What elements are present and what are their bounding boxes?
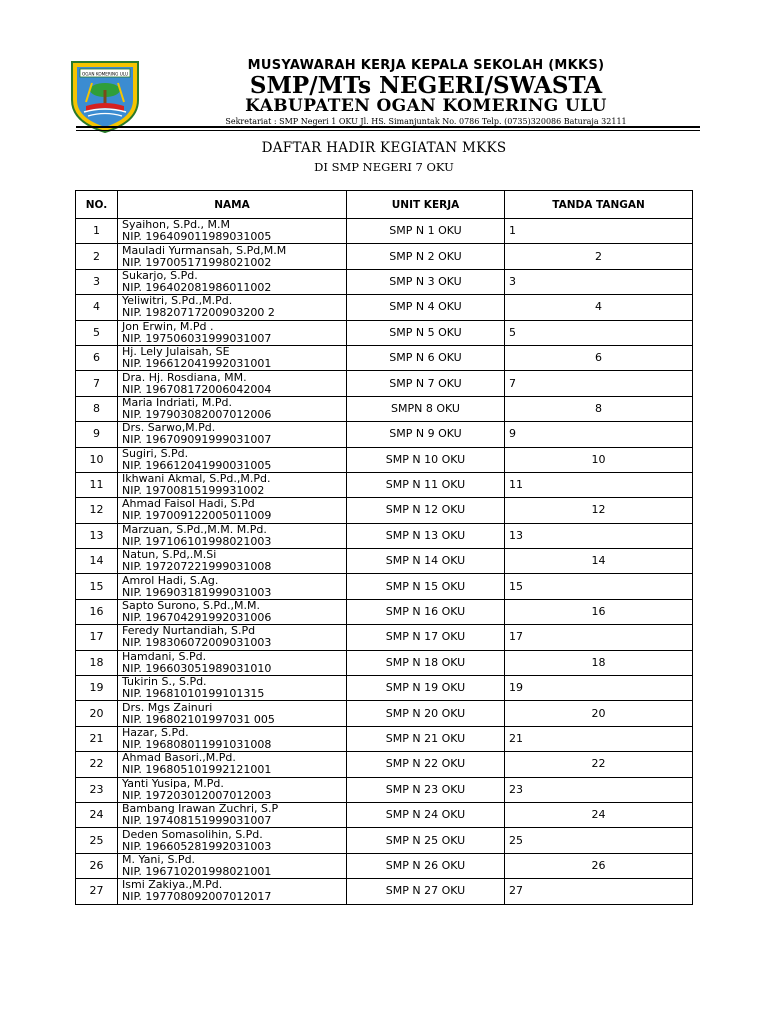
row-number: 6 [76, 345, 118, 370]
member-name: Feredy Nurtandiah, S.Pd [122, 624, 256, 638]
work-unit: SMP N 4 OKU [347, 295, 505, 320]
row-number: 17 [76, 625, 118, 650]
row-number: 27 [76, 879, 118, 904]
signature-cell[interactable]: 10 [505, 447, 693, 472]
member-nip: NIP. 197708092007012017 [122, 890, 272, 904]
work-unit: SMP N 27 OKU [347, 879, 505, 904]
member-name-cell [118, 269, 347, 294]
row-number: 23 [76, 777, 118, 802]
row-number: 15 [76, 574, 118, 599]
work-unit: SMP N 26 OKU [347, 853, 505, 878]
table-row [76, 219, 693, 244]
signature-cell[interactable]: 19 [505, 676, 693, 701]
member-name-cell [118, 295, 347, 320]
table-row [76, 574, 693, 599]
signature-cell[interactable]: 9 [505, 422, 693, 447]
work-unit: SMP N 19 OKU [347, 676, 505, 701]
org-name-line1: MUSYAWARAH KERJA KEPALA SEKOLAH (MKKS) [247, 58, 605, 73]
member-nip: NIP. 19820717200903200 2 [122, 306, 275, 320]
row-number: 21 [76, 726, 118, 751]
member-name-cell [118, 853, 347, 878]
signature-cell[interactable]: 26 [505, 853, 693, 878]
row-number: 2 [76, 244, 118, 269]
org-name-line3: KABUPATEN OGAN KOMERING ULU [245, 96, 607, 116]
member-nip: NIP. 196612041992031001 [122, 357, 272, 371]
member-nip: NIP. 197203012007012003 [122, 788, 272, 802]
row-number: 3 [76, 269, 118, 294]
member-nip: NIP. 196802101997031 005 [122, 712, 275, 726]
attendance-table [75, 190, 693, 905]
member-name: Natun, S.Pd,.M.Si [122, 548, 217, 562]
row-number: 26 [76, 853, 118, 878]
member-nip: NIP. 198306072009031003 [122, 636, 272, 650]
member-name-cell [118, 777, 347, 802]
table-row [76, 295, 693, 320]
work-unit: SMP N 18 OKU [347, 650, 505, 675]
member-nip: NIP. 196402081986011002 [122, 280, 272, 294]
member-nip: NIP. 196805101992121001 [122, 763, 272, 777]
column-header-nama: NAMA [118, 191, 347, 219]
member-name-cell [118, 371, 347, 396]
work-unit: SMP N 5 OKU [347, 320, 505, 345]
table-row [76, 549, 693, 574]
work-unit: SMP N 9 OKU [347, 422, 505, 447]
member-nip: NIP. 196603051989031010 [122, 661, 272, 675]
table-row [76, 777, 693, 802]
member-name: Sukarjo, S.Pd. [122, 269, 198, 282]
signature-cell[interactable]: 20 [505, 701, 693, 726]
header-rule-thick [76, 126, 700, 128]
table-row [76, 269, 693, 294]
member-nip: NIP. 197009122005011009 [122, 509, 272, 523]
signature-cell[interactable]: 12 [505, 498, 693, 523]
work-unit: SMP N 16 OKU [347, 599, 505, 624]
row-number: 7 [76, 371, 118, 396]
member-name: Drs. Sarwo,M.Pd. [122, 421, 216, 435]
row-number: 8 [76, 396, 118, 421]
table-row [76, 345, 693, 370]
signature-cell[interactable]: 11 [505, 472, 693, 497]
row-number: 5 [76, 320, 118, 345]
column-header-sign: TANDA TANGAN [505, 191, 693, 219]
member-name-cell [118, 549, 347, 574]
member-name: Amrol Hadi, S.Ag. [122, 573, 219, 587]
member-name: Ikhwani Akmal, S.Pd.,M.Pd. [122, 472, 271, 486]
member-name: Ahmad Basori.,M.Pd. [122, 751, 236, 765]
member-name: Jon Erwin, M.Pd . [122, 320, 214, 333]
row-number: 18 [76, 650, 118, 675]
member-name: Hamdani, S.Pd. [122, 650, 207, 663]
member-name-cell [118, 676, 347, 701]
table-row [76, 853, 693, 878]
table-row [76, 447, 693, 472]
work-unit: SMP N 23 OKU [347, 777, 505, 802]
work-unit: SMP N 15 OKU [347, 574, 505, 599]
signature-cell[interactable]: 13 [505, 523, 693, 548]
signature-cell[interactable]: 22 [505, 752, 693, 777]
member-nip: NIP. 197005171998021002 [122, 255, 272, 269]
document-subtitle: DI SMP NEGERI 7 OKU [314, 160, 454, 174]
signature-cell[interactable]: 3 [505, 269, 693, 294]
row-number: 13 [76, 523, 118, 548]
member-name: Maria Indriati, M.Pd. [122, 396, 233, 409]
member-name: Yeliwitri, S.Pd.,M.Pd. [122, 294, 233, 308]
table-row [76, 879, 693, 904]
document-title: DAFTAR HADIR KEGIATAN MKKS [261, 140, 507, 156]
table-header-row [76, 191, 693, 219]
signature-cell[interactable]: 14 [505, 549, 693, 574]
table-row [76, 625, 693, 650]
member-nip: NIP. 19700815199931002 [122, 484, 265, 498]
work-unit: SMP N 12 OKU [347, 498, 505, 523]
member-name-cell [118, 447, 347, 472]
member-nip: NIP. 197506031999031007 [122, 331, 272, 345]
work-unit: SMP N 6 OKU [347, 345, 505, 370]
table-row [76, 676, 693, 701]
member-name-cell [118, 219, 347, 244]
member-name: Dra. Hj. Rosdiana, MM. [122, 370, 247, 384]
member-name: Deden Somasolihin, S.Pd. [122, 827, 263, 841]
signature-cell[interactable]: 23 [505, 777, 693, 802]
member-name-cell [118, 599, 347, 624]
district-emblem-icon [66, 56, 144, 134]
member-nip: NIP. 197106101998021003 [122, 534, 272, 548]
row-number: 22 [76, 752, 118, 777]
row-number: 4 [76, 295, 118, 320]
signature-cell[interactable]: 8 [505, 396, 693, 421]
secretariat-address: Sekretariat : SMP Negeri 1 OKU Jl. HS. Simanjuntak No. 0786 Telp. (0735)320086 Baturaja 32111 [225, 117, 627, 126]
work-unit: SMP N 20 OKU [347, 701, 505, 726]
table-row [76, 422, 693, 447]
table-row [76, 320, 693, 345]
member-name: Mauladi Yurmansah, S.Pd,M.M [122, 243, 287, 257]
table-row [76, 701, 693, 726]
row-number: 1 [76, 219, 118, 244]
member-nip: NIP. 197903082007012006 [122, 407, 272, 421]
table-row [76, 396, 693, 421]
member-nip: NIP. 196709091999031007 [122, 433, 272, 447]
member-name: Sugiri, S.Pd. [122, 447, 189, 460]
member-name: Yanti Yusipa, M.Pd. [122, 777, 224, 790]
signature-cell[interactable]: 6 [505, 345, 693, 370]
member-nip: NIP. 196605281992031003 [122, 839, 272, 853]
row-number: 12 [76, 498, 118, 523]
member-name-cell [118, 701, 347, 726]
member-name-cell [118, 650, 347, 675]
member-name-cell [118, 422, 347, 447]
row-number: 16 [76, 599, 118, 624]
work-unit: SMP N 13 OKU [347, 523, 505, 548]
member-nip: NIP. 196409011989031005 [122, 230, 272, 244]
member-name-cell [118, 726, 347, 751]
signature-cell[interactable]: 4 [505, 295, 693, 320]
row-number: 20 [76, 701, 118, 726]
header-rule-thin [76, 130, 700, 131]
member-name-cell [118, 472, 347, 497]
member-nip: NIP. 196710201998021001 [122, 864, 272, 878]
member-nip: NIP. 196903181999031003 [122, 585, 272, 599]
member-name-cell [118, 498, 347, 523]
member-nip: NIP. 196612041990031005 [122, 458, 272, 472]
row-number: 9 [76, 422, 118, 447]
member-name-cell [118, 828, 347, 853]
member-name: Drs. Mgs Zainuri [122, 700, 213, 714]
member-nip: NIP. 196704291992031006 [122, 611, 272, 625]
signature-cell[interactable]: 15 [505, 574, 693, 599]
member-name: Ismi Zakiya.,M.Pd. [122, 878, 223, 892]
row-number: 14 [76, 549, 118, 574]
member-name-cell [118, 625, 347, 650]
member-name-cell [118, 345, 347, 370]
member-name-cell [118, 802, 347, 827]
signature-cell[interactable]: 5 [505, 320, 693, 345]
member-name-cell [118, 523, 347, 548]
work-unit: SMP N 25 OKU [347, 828, 505, 853]
signature-cell[interactable]: 27 [505, 879, 693, 904]
member-nip: NIP. 196708172006042004 [122, 382, 272, 396]
work-unit: SMP N 22 OKU [347, 752, 505, 777]
signature-cell[interactable]: 1 [505, 219, 693, 244]
signature-cell[interactable]: 17 [505, 625, 693, 650]
org-name-line2: SMP/MTs NEGERI/SWASTA [249, 72, 603, 99]
member-name: Sapto Surono, S.Pd.,M.M. [122, 599, 260, 613]
work-unit: SMPN 8 OKU [347, 396, 505, 421]
member-name-cell [118, 879, 347, 904]
table-row [76, 498, 693, 523]
member-name-cell [118, 752, 347, 777]
member-name-cell [118, 396, 347, 421]
work-unit: SMP N 1 OKU [347, 219, 505, 244]
work-unit: SMP N 3 OKU [347, 269, 505, 294]
member-nip: NIP. 196808011991031008 [122, 738, 272, 751]
member-name-cell [118, 244, 347, 269]
row-number: 19 [76, 676, 118, 701]
member-name-cell [118, 574, 347, 599]
row-number: 25 [76, 828, 118, 853]
member-nip: NIP. 197207221999031008 [122, 560, 272, 574]
work-unit: SMP N 24 OKU [347, 802, 505, 827]
table-row [76, 523, 693, 548]
signature-cell[interactable]: 2 [505, 244, 693, 269]
member-name: Marzuan, S.Pd.,M.M. M.Pd. [122, 523, 267, 536]
work-unit: SMP N 7 OKU [347, 371, 505, 396]
row-number: 10 [76, 447, 118, 472]
signature-cell[interactable]: 18 [505, 650, 693, 675]
column-header-unit: UNIT KERJA [347, 191, 505, 219]
work-unit: SMP N 10 OKU [347, 447, 505, 472]
member-name: Tukirin S., S.Pd. [122, 675, 207, 689]
work-unit: SMP N 2 OKU [347, 244, 505, 269]
work-unit: SMP N 21 OKU [347, 726, 505, 751]
work-unit: SMP N 14 OKU [347, 549, 505, 574]
member-name: Bambang Irawan Zuchri, S.P [122, 802, 279, 816]
letterhead [66, 48, 706, 130]
member-name: Syaihon, S.Pd., M.M [122, 218, 231, 232]
member-name: Hj. Lely Julaisah, SE [122, 345, 230, 359]
work-unit: SMP N 17 OKU [347, 625, 505, 650]
signature-cell[interactable]: 24 [505, 802, 693, 827]
member-nip: NIP. 19681010199101315 [122, 687, 265, 701]
table-row [76, 828, 693, 853]
table-row [76, 244, 693, 269]
row-number: 11 [76, 472, 118, 497]
table-row [76, 472, 693, 497]
table-row [76, 802, 693, 827]
signature-cell[interactable]: 16 [505, 599, 693, 624]
table-row [76, 726, 693, 751]
member-name: Ahmad Faisol Hadi, S.Pd [122, 497, 255, 511]
work-unit: SMP N 11 OKU [347, 472, 505, 497]
signature-cell[interactable]: 25 [505, 828, 693, 853]
signature-cell[interactable]: 7 [505, 371, 693, 396]
signature-cell[interactable]: 21 [505, 726, 693, 751]
member-name-cell [118, 320, 347, 345]
table-row [76, 752, 693, 777]
member-nip: NIP. 197408151999031007 [122, 814, 272, 828]
member-name: Hazar, S.Pd. [122, 726, 189, 739]
table-row [76, 650, 693, 675]
column-header-no: NO. [76, 191, 118, 219]
table-row [76, 599, 693, 624]
member-name: M. Yani, S.Pd. [122, 853, 196, 866]
table-row [76, 371, 693, 396]
emblem-label: OGAN KOMERING ULU [81, 71, 129, 77]
row-number: 24 [76, 802, 118, 827]
